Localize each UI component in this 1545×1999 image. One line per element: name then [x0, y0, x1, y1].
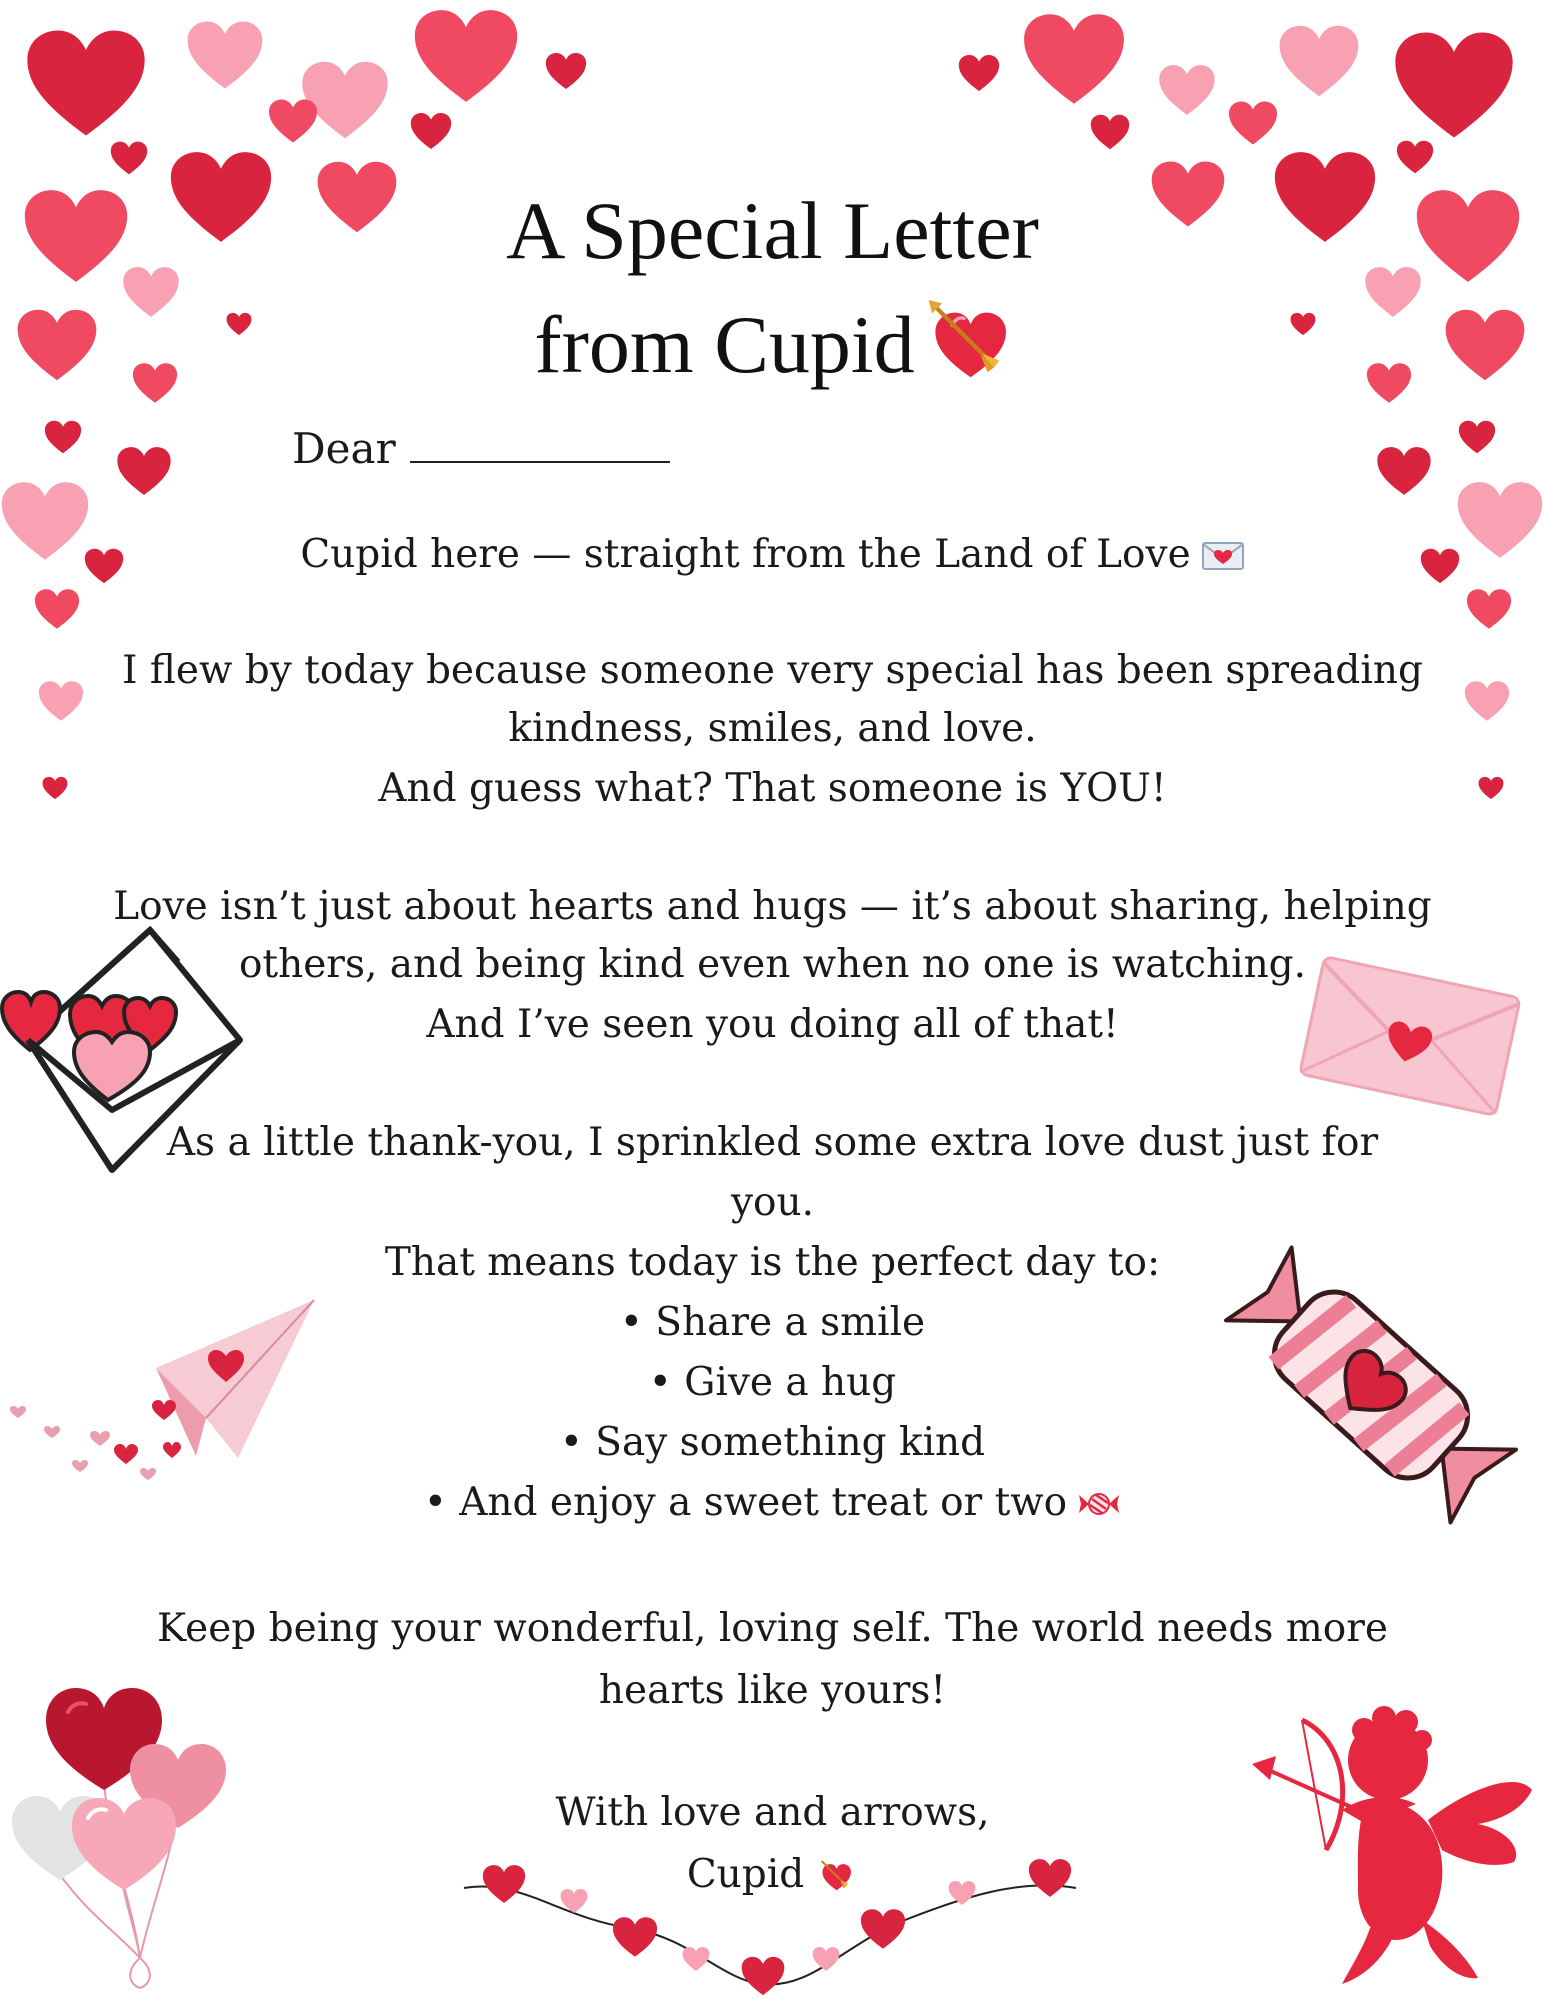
wrapped-candy-icon: [1218, 1240, 1524, 1530]
paragraph-4-line-1: Keep being your wonderful, loving self. The world needs more: [157, 1606, 1388, 1651]
heart-icon: [44, 420, 82, 454]
heart-with-arrow-icon: [927, 300, 1011, 384]
heart-icon: [545, 52, 587, 90]
intro-text: Cupid here — straight from the Land of Love: [300, 532, 1191, 577]
page-title-line-2: [0, 299, 1545, 390]
list-item: • Give a hug: [648, 1360, 897, 1405]
paragraph-2-line-1: Love isn’t just about hearts and hugs — it’s about sharing, helping: [113, 884, 1432, 929]
heart-icon: [110, 140, 148, 176]
heart-icon: [1090, 114, 1130, 150]
heart-icon: [1376, 446, 1432, 496]
paragraph-4-line-2: hearts like yours!: [598, 1668, 947, 1713]
heart-icon: [1022, 12, 1126, 106]
heart-icon: [1278, 24, 1360, 98]
paragraph-1-line-1: I flew by today because someone very special has been spreading: [122, 648, 1423, 693]
paragraph-3-line-2: you.: [730, 1180, 815, 1225]
signature: Cupid: [686, 1852, 805, 1897]
heart-icon: [1390, 30, 1518, 140]
heart-icon: [412, 8, 520, 104]
candy-icon: [1077, 1487, 1121, 1521]
heart-icon: [1458, 420, 1496, 454]
heart-garland-icon: [460, 1838, 1080, 1998]
list-item: • And enjoy a sweet treat or two: [423, 1480, 1068, 1525]
heart-icon: [410, 112, 452, 150]
heart-icon: [268, 98, 318, 144]
list-item: • Say something kind: [559, 1420, 986, 1465]
paper-plane-icon: [0, 1296, 320, 1496]
paragraph-2-line-3: And I’ve seen you doing all of that!: [426, 1002, 1119, 1047]
heart-icon: [1158, 64, 1216, 116]
envelope-with-hearts-icon: [0, 910, 250, 1180]
paragraph-1-line-2: kindness, smiles, and love.: [508, 706, 1037, 751]
intro-line: [0, 532, 1545, 579]
love-letter-icon: [1201, 539, 1245, 573]
heart-icon: [116, 446, 172, 496]
sign-off: With love and arrows,: [555, 1790, 990, 1835]
pink-envelope-icon: [1292, 946, 1528, 1126]
page-title-line-1: A Special Letter: [506, 185, 1039, 276]
heart-icon: [1396, 140, 1434, 174]
paragraph-3-line-3: That means today is the perfect day to:: [384, 1240, 1161, 1285]
heart-icon: [1228, 100, 1278, 146]
greeting: [292, 424, 670, 473]
paragraph-1-line-3: And guess what? That someone is YOU!: [378, 766, 1167, 811]
heart-icon: [20, 28, 152, 138]
heart-icon: [1466, 588, 1512, 630]
paragraph-3-line-1: As a little thank-you, I sprinkled some extra love dust just for: [166, 1120, 1379, 1165]
paragraph-2-line-2: others, and being kind even when no one is watching.: [238, 942, 1307, 987]
list-item: • Share a smile: [619, 1300, 926, 1345]
heart-icon: [34, 588, 80, 630]
heart-icon: [958, 54, 1000, 92]
heart-balloons-icon: [6, 1672, 252, 1990]
heart-icon: [185, 20, 265, 90]
cupid-icon: [1246, 1700, 1536, 1990]
salutation: Dear: [292, 424, 396, 473]
page-title-text: from Cupid: [534, 299, 915, 390]
recipient-name-blank: [410, 427, 670, 463]
